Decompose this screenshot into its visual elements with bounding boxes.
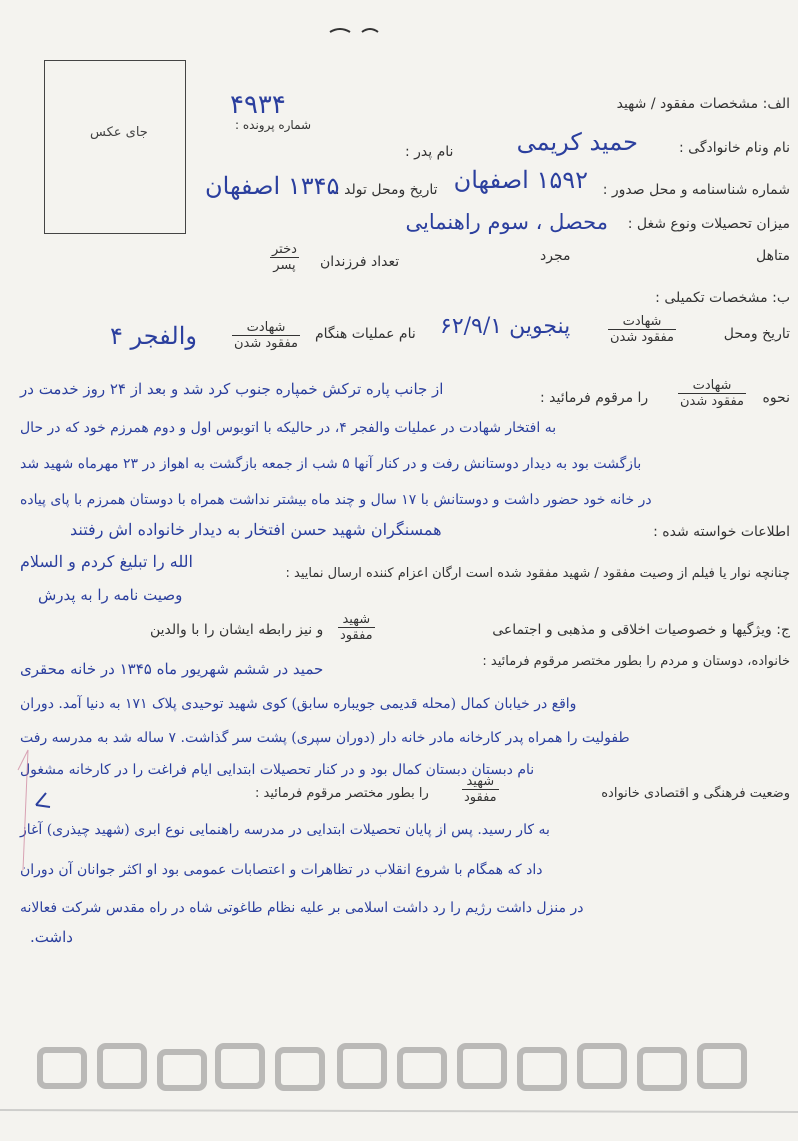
operation-stack-bottom: مفقود شدن xyxy=(234,336,299,351)
file-number-value: ۴۹۳۴ xyxy=(230,90,286,120)
request-value-2: وصیت نامه را به پدرش xyxy=(38,586,183,604)
id-value: ۱۵۹۲ اصفهان xyxy=(453,166,588,194)
request-line: چنانچه نوار یا فیلم از وصیت مفقود / شهید مفقود شده است ارگان اعزام کننده ارسال نمایید : xyxy=(285,566,790,581)
name-label: نام ونام خانوادگی : xyxy=(679,140,790,156)
id-label: شماره شناسنامه و محل صدور : xyxy=(602,182,790,198)
char-hand-line-2: واقع در خیابان کمال (محله قدیمی جویباره سابق) کوی شهید توحیدی پلاک ۱۷۱ به دنیا آمد. دوران xyxy=(20,696,577,712)
econ-suffix: را بطور مختصر مرقوم فرمائید : xyxy=(255,786,429,801)
children-daughter: دختر xyxy=(272,242,297,257)
single-label: مجرد xyxy=(540,248,571,264)
date-value: پنجوین ۶۲/۹/۱ xyxy=(440,314,571,339)
char-title-suffix: و نیز رابطه ایشان را با والدین xyxy=(150,622,324,638)
char-hand-line-3: طفولیت را همراه پدر کارخانه مادر خانه دار (دوران سپری) پشت سر گذاشت. ۷ ساله شد به مدرسه رفت xyxy=(20,730,630,746)
children-son: پسر xyxy=(273,258,296,273)
char-stack-top: شهید xyxy=(338,612,375,628)
name-value: حمید کریمی xyxy=(516,128,638,156)
operation-value: والفجر ۴ xyxy=(110,322,197,350)
date-stack-bottom: مفقود شدن xyxy=(610,330,675,345)
char-hand-line-7: در منزل داشت رژیم را رد داشت اسلامی بر علیه نظام طاغوتی شاه در راه مقدس شرکت فعالانه xyxy=(20,900,584,916)
birth-label: تاریخ ومحل تولد : xyxy=(335,182,438,198)
manner-stack-bottom: مفقود شدن xyxy=(680,394,745,409)
manner-label: نحوه xyxy=(762,390,790,406)
section-title-b: ب: مشخصات تکمیلی : xyxy=(655,290,790,306)
narrative-line-3: در خانه خود حضور داشت و دوستانش با ۱۷ سال و چند ماه بیشتر نداشت همراه با دوستان همرزم با پای پیاده xyxy=(20,492,652,508)
econ-line: وضعیت فرهنگی و اقتصادی خانواده xyxy=(601,786,790,801)
file-number-label: شماره پرونده : xyxy=(235,118,312,132)
photo-label: جای عکس xyxy=(90,125,148,140)
char-hand-line-5: به کار رسید. پس از پایان تحصیلات ابتدایی در مدرسه راهنمایی نوع ابری (شهید چیذری) آغاز xyxy=(20,822,550,838)
extra-label: اطلاعات خواسته شده : xyxy=(653,524,790,540)
education-label: میزان تحصیلات ونوع شغل : xyxy=(627,216,790,232)
section-title-c: ج: ویژگیها و خصوصیات اخلاقی و مذهبی و اجتماعی xyxy=(492,622,790,638)
char-stack-bottom: مفقود xyxy=(340,628,373,643)
char-hand-line-1: حمید در ششم شهریور ماه ۱۳۴۵ در خانه محقری xyxy=(20,660,324,678)
char-line-2: خانواده، دوستان و مردم را بطور مختصر مرقوم فرمائید : xyxy=(482,654,790,669)
econ-stack-bottom: مفقود xyxy=(464,790,497,805)
date-stack-top: شهادت xyxy=(608,314,676,330)
econ-stack-top: شهید xyxy=(462,774,499,790)
request-value: الله را تبلیغ کردم و السلام xyxy=(20,552,193,571)
manner-stack-top: شهادت xyxy=(678,378,746,394)
father-label: نام پدر : xyxy=(405,144,454,160)
char-hand-line-4: نام دبستان دبستان کمال بود و در کنار تحصیلات ابتدایی ایام فراغت را در کارخانه مشغول xyxy=(20,762,535,778)
manner-value: از جانب پاره ترکش خمپاره جنوب کرد شد و بعد از ۲۴ روز خدمت در xyxy=(20,380,444,398)
narrative-line-1: به افتخار شهادت در عملیات والفجر ۴، در حالیکه با اتوبوس اول و دوم همرزم خود که در حال xyxy=(20,420,557,436)
extra-value: همسنگران شهید حسن افتخار به دیدار خانواده اش رفتند xyxy=(70,520,442,539)
section-title-a: الف: مشخصات مفقود / شهید xyxy=(616,96,790,112)
marital-label: متاهل xyxy=(756,248,790,264)
birth-value: ۱۳۴۵ اصفهان xyxy=(205,172,340,200)
children-label: تعداد فرزندان xyxy=(320,254,400,270)
manner-suffix: را مرقوم فرمائید : xyxy=(540,390,649,406)
date-place-label: تاریخ ومحل xyxy=(723,326,790,342)
education-value: محصل ، سوم راهنمایی xyxy=(405,210,608,234)
operation-label: نام عملیات هنگام xyxy=(315,326,416,342)
narrative-line-2: بازگشت بود به دیدار دوستانش رفت و در کنار آنها ۵ شب از جمعه بازگشت به اهواز در ۲۳ مهرماه شهید شد xyxy=(20,456,642,472)
char-hand-line-6: داد که همگام با شروع انقلاب در تظاهرات و اعتصابات عمومی بود او اکثر جوانان آن دوران xyxy=(20,862,543,878)
operation-stack-top: شهادت xyxy=(232,320,300,336)
char-hand-line-8: داشت. xyxy=(30,928,73,946)
